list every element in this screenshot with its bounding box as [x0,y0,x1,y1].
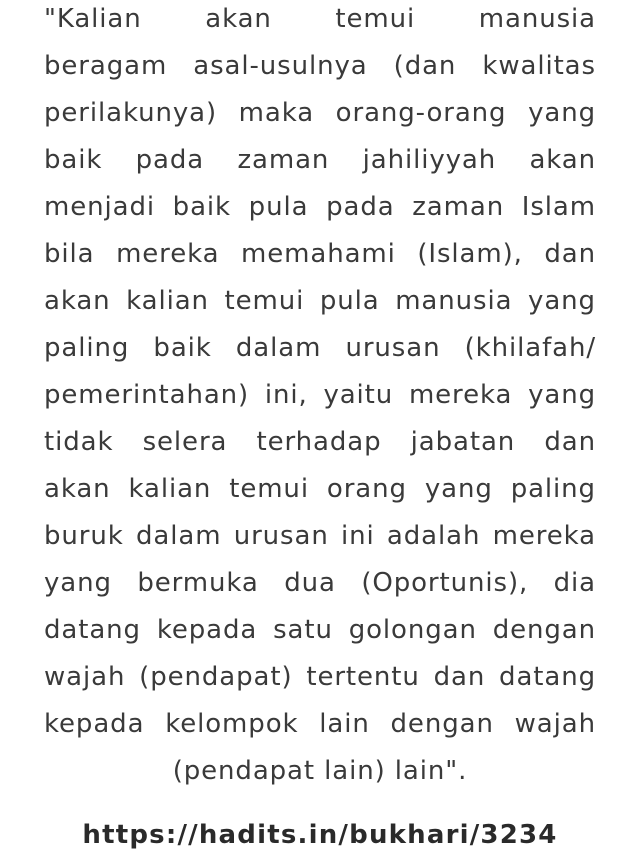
quote-word: urusan [233,521,329,551]
quote-word: kwalitas [482,51,596,81]
quote-line [44,701,596,748]
quote-word: paling [44,333,130,363]
quote-word: dengan [390,709,494,739]
quote-word: paling [510,474,596,504]
quote-line [44,137,596,184]
quote-line [44,0,596,43]
quote-word: adalah [386,521,481,551]
quote-word: datang [499,662,596,692]
quote-word: terhadap [256,427,382,457]
quote-word: Islam [521,192,596,222]
quote-word: golongan [348,615,477,645]
quote-word: "Kalian [44,4,142,34]
quote-word: baik [44,145,103,175]
quote-word: tidak [44,427,114,457]
quote-word: bermuka [137,568,259,598]
quote-word: manusia [395,286,513,316]
quote-word: (khilafah/ [464,333,596,363]
quote-word: jabatan [410,427,516,457]
quote-line [44,231,596,278]
quote-word: dan [433,662,486,692]
quote-word: dua [284,568,336,598]
quote-word: manusia [478,4,596,34]
quote-word: yang [44,568,112,598]
quote-word: temui [224,286,305,316]
quote-word: yang [424,474,493,504]
quote-word: pemerintahan) [44,380,250,410]
quote-word: kalian [128,474,212,504]
quote-word: (Oportunis), [361,568,529,598]
quote-line [44,184,596,231]
quote-word: ini [341,521,375,551]
quote-word: bila [44,239,95,269]
quote-word: baik [153,333,212,363]
quote-word: (Islam), [417,239,523,269]
quote-word: datang [44,615,141,645]
quote-word: pada [326,192,395,222]
quote-word: perilakunya) [44,98,218,128]
quote-word: pula [248,192,309,222]
quote-word: baik [172,192,231,222]
quote-word: akan [529,145,596,175]
quote-word: urusan [345,333,441,363]
quote-line [44,748,596,795]
quote-word: wajah [514,709,596,739]
quote-line [44,654,596,701]
hadith-quote [44,0,596,795]
quote-word: asal-usulnya [193,51,368,81]
quote-word: kepada [156,615,258,645]
quote-word: yang [528,98,596,128]
source-link[interactable]: https://hadits.in/bukhari/3234 [82,820,558,850]
quote-word: satu [273,615,333,645]
quote-word: tertentu [306,662,420,692]
quote-word: orang [326,474,407,504]
quote-word: temui [229,474,309,504]
quote-word: orang-orang [335,98,507,128]
quote-word: memahami [241,239,396,269]
quote-line [44,372,596,419]
quote-word: selera [142,427,228,457]
quote-word: zaman [412,192,505,222]
quote-word: wajah [44,662,126,692]
quote-word: akan [44,474,111,504]
quote-word: pula [319,286,380,316]
quote-word: menjadi [44,192,155,222]
quote-word: yang [528,286,596,316]
quote-word: dalam [136,521,222,551]
quote-word: dan [544,427,596,457]
quote-line [44,560,596,607]
quote-word: (pendapat lain) lain". [172,756,468,786]
quote-word: kelompok [165,709,299,739]
quote-word: yaitu [323,380,394,410]
quote-word: (pendapat) [139,662,293,692]
quote-word: mereka [116,239,220,269]
quote-word: mereka [492,521,596,551]
quote-line [44,607,596,654]
quote-line [44,278,596,325]
quote-word: kepada [44,709,145,739]
quote-word: yang [528,380,596,410]
quote-word: jahiliyyah [362,145,497,175]
quote-word: dalam [235,333,322,363]
quote-line [44,466,596,513]
quote-line [44,325,596,372]
quote-word: kalian [126,286,209,316]
quote-line [44,43,596,90]
quote-word: dia [553,568,596,598]
quote-word: dengan [492,615,596,645]
quote-word: akan [205,4,272,34]
quote-word: (dan [393,51,457,81]
quote-word: dan [544,239,596,269]
quote-word: lain [319,709,370,739]
quote-word: temui [335,4,416,34]
quote-word: maka [238,98,315,128]
quote-line [44,513,596,560]
quote-word: akan [44,286,111,316]
quote-word: mereka [408,380,513,410]
quote-word: buruk [44,521,124,551]
quote-word: ini, [264,380,308,410]
quote-word: pada [135,145,205,175]
quote-line [44,419,596,466]
quote-line [44,90,596,137]
quote-word: zaman [237,145,330,175]
quote-word: beragam [44,51,168,81]
